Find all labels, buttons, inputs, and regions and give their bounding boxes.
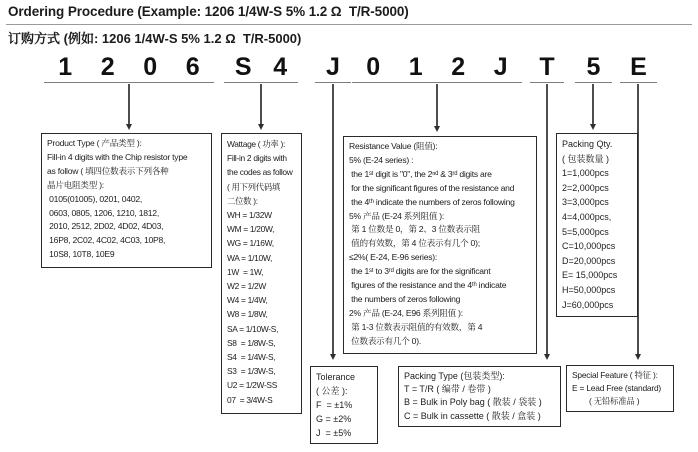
box-title: Resistance Value (阻值): [349, 141, 438, 151]
text-line: D=20,000pcs [562, 255, 616, 266]
code-char: J [326, 53, 340, 81]
text-line: S8 = 1/8W-S, [227, 337, 276, 348]
text-line: the 4ᵗʰ indicate the numbers of zeros following [349, 196, 515, 207]
code-char: 2 [451, 53, 466, 81]
text-line: S4 = 1/4W-S, [227, 352, 276, 363]
box-title: Packing Qty. [562, 139, 613, 149]
wattage-box [221, 133, 302, 414]
text-line: C=10,000pcs [562, 241, 616, 252]
header-divider [6, 24, 692, 25]
code-char: T [539, 53, 555, 81]
text-line: WA = 1/10W, [227, 252, 273, 263]
code-group-special-feature [620, 55, 657, 83]
code-char: 0 [366, 53, 381, 81]
text-line: the codes as follow [227, 167, 293, 178]
text-line: 1=1,000pcs [562, 168, 609, 179]
text-line: WH = 1/32W [227, 210, 272, 221]
text-line: WM = 1/20W, [227, 224, 275, 235]
code-char: 2 [100, 53, 115, 81]
code-group-product-type [44, 55, 214, 83]
special-feature-box [566, 365, 674, 412]
arrow-resistance [434, 84, 441, 132]
text-line: as follow ( 填四位数表示下列各种 [47, 165, 169, 176]
text-line: S3 = 1/3W-S, [227, 366, 276, 377]
code-group-tolerance [315, 55, 351, 83]
text-line: 1W = 1W, [227, 266, 264, 277]
text-line: 2=2,000pcs [562, 182, 609, 193]
code-char: S [234, 53, 252, 81]
text-line: W2 = 1/2W [227, 281, 266, 292]
text-line: 二位数 ): [227, 195, 258, 206]
arrow-wattage [258, 84, 265, 130]
text-line: 07 = 3/4W-S [227, 394, 273, 405]
packing-type-box [398, 366, 561, 427]
text-line: E = Lead Free (standard) [572, 383, 662, 393]
box-title: Wattage ( 功率 ): [227, 139, 286, 149]
code-char: 0 [143, 53, 158, 81]
code-char: E [630, 53, 647, 81]
arrow-line [332, 84, 333, 354]
text-line: the numbers of zeros following [349, 293, 461, 304]
code-char: 1 [58, 53, 73, 81]
text-line: figures of the resistance and the 4ᵗʰ indicate [349, 280, 507, 291]
text-line: 位数表示有几个 0). [349, 335, 421, 346]
text-line: W4 = 1/4W, [227, 295, 268, 306]
text-line: 第 1-3 位数表示阻值的有效数，第 4 [349, 321, 483, 332]
arrow-head-icon [635, 354, 641, 360]
text-line: ( 无铅标准品 ) [572, 396, 640, 406]
text-line: 晶片电阻类型 ): [47, 179, 104, 190]
page-title: Ordering Procedure (Example: 1206 1/4W-S 5% 1.2 Ω T/R-5000) [8, 4, 409, 19]
text-line: Fill-in 4 digits with the Chip resistor type [47, 151, 188, 162]
text-line: ≤2%( E-24, E-96 series): [349, 252, 438, 263]
text-line: for the significant figures of the resistance and [349, 182, 515, 193]
text-line: 3=3,000pcs [562, 197, 609, 208]
arrow-head-icon [590, 124, 596, 130]
code-group-resistance [352, 55, 522, 83]
arrow-packing-qty [590, 84, 597, 130]
text-line: WG = 1/16W, [227, 238, 274, 249]
arrow-line [128, 84, 129, 124]
arrow-product-type [126, 84, 133, 130]
text-line: 0105(01005), 0201, 0402, [47, 193, 143, 204]
arrow-line [592, 84, 593, 124]
code-group-packing-qty [575, 55, 612, 83]
text-line: B = Bulk in Poly bag ( 散装 / 袋装 ) [404, 397, 542, 408]
text-line: 5% (E-24 series) : [349, 154, 414, 165]
code-char: 4 [273, 53, 288, 81]
text-line: 第 1 位数是 0，第 2、3 位数表示阻 [349, 224, 481, 235]
box-title: Special Feature ( 特征 ): [572, 370, 658, 380]
text-line: F = ±1% [316, 400, 353, 410]
text-line: 2010, 2512, 2D02, 4D02, 4D03, [47, 221, 164, 232]
text-line: ( 包装数量 ) [562, 153, 609, 164]
code-group-wattage [224, 55, 298, 83]
code-char: 6 [185, 53, 200, 81]
arrow-packing-type [544, 84, 551, 360]
text-line: 5=5,000pcs [562, 226, 609, 237]
text-line: the 1ˢᵗ to 3ʳᵈ digits are for the significant [349, 266, 491, 277]
box-title: Product Type ( 产品类型 ): [47, 138, 142, 148]
text-line: C = Bulk in cassette ( 散装 / 盒装 ) [404, 410, 541, 421]
text-line: 10S8, 10T8, 10E9 [47, 249, 115, 260]
product-type-box [41, 133, 212, 268]
text-line: the 1ˢᵗ digit is "0", the 2ⁿᵈ & 3ʳᵈ digits are [349, 168, 492, 179]
arrow-head-icon [544, 354, 550, 360]
resistance-value-box [343, 136, 537, 354]
arrow-head-icon [126, 124, 132, 130]
text-line: U2 = 1/2W-SS [227, 380, 278, 391]
packing-qty-box [556, 133, 638, 317]
text-line: ( 用下列代码填 [227, 181, 280, 192]
box-title: Packing Type (包装类型): [404, 371, 505, 381]
text-line: 5% 产品 (E-24 系列阻值 ): [349, 210, 445, 221]
arrow-tolerance [330, 84, 337, 360]
arrow-line [436, 84, 437, 126]
text-line: J = ±5% [316, 428, 352, 438]
arrow-line [260, 84, 261, 124]
text-line: 16P8, 2C02, 4C02, 4C03, 10P8, [47, 235, 166, 246]
arrow-line [546, 84, 547, 354]
arrow-head-icon [258, 124, 264, 130]
text-line: E= 15,000pcs [562, 270, 618, 281]
page-title-zh: 订购方式 (例如: 1206 1/4W-S 5% 1.2 Ω T/R-5000) [8, 31, 302, 46]
text-line: 2% 产品 (E-24, E96 系列阻值 ): [349, 307, 463, 318]
text-line: SA = 1/10W-S, [227, 323, 279, 334]
text-line: W8 = 1/8W, [227, 309, 268, 320]
text-line: H=50,000pcs [562, 284, 616, 295]
text-line: 4=4,000pcs, [562, 211, 612, 222]
text-line: Fill-in 2 digits with [227, 153, 287, 164]
text-line: T = T/R ( 编带 / 卷带 ) [404, 384, 491, 395]
text-line: G = ±2% [316, 414, 352, 424]
arrow-head-icon [434, 126, 440, 132]
text-line: J=60,000pcs [562, 299, 614, 310]
tolerance-box [310, 366, 378, 444]
code-char: 5 [586, 53, 601, 81]
arrow-head-icon [330, 354, 336, 360]
text-line: 0603, 0805, 1206, 1210, 1812, [47, 207, 159, 218]
text-line: 值的有效数，第 4 位表示有几个 0); [349, 238, 480, 249]
code-group-packing-type [530, 55, 564, 83]
code-char: J [493, 53, 508, 81]
code-char: 1 [408, 53, 423, 81]
box-title: Tolerance [316, 372, 356, 382]
text-line: ( 公差 ): [316, 386, 348, 396]
